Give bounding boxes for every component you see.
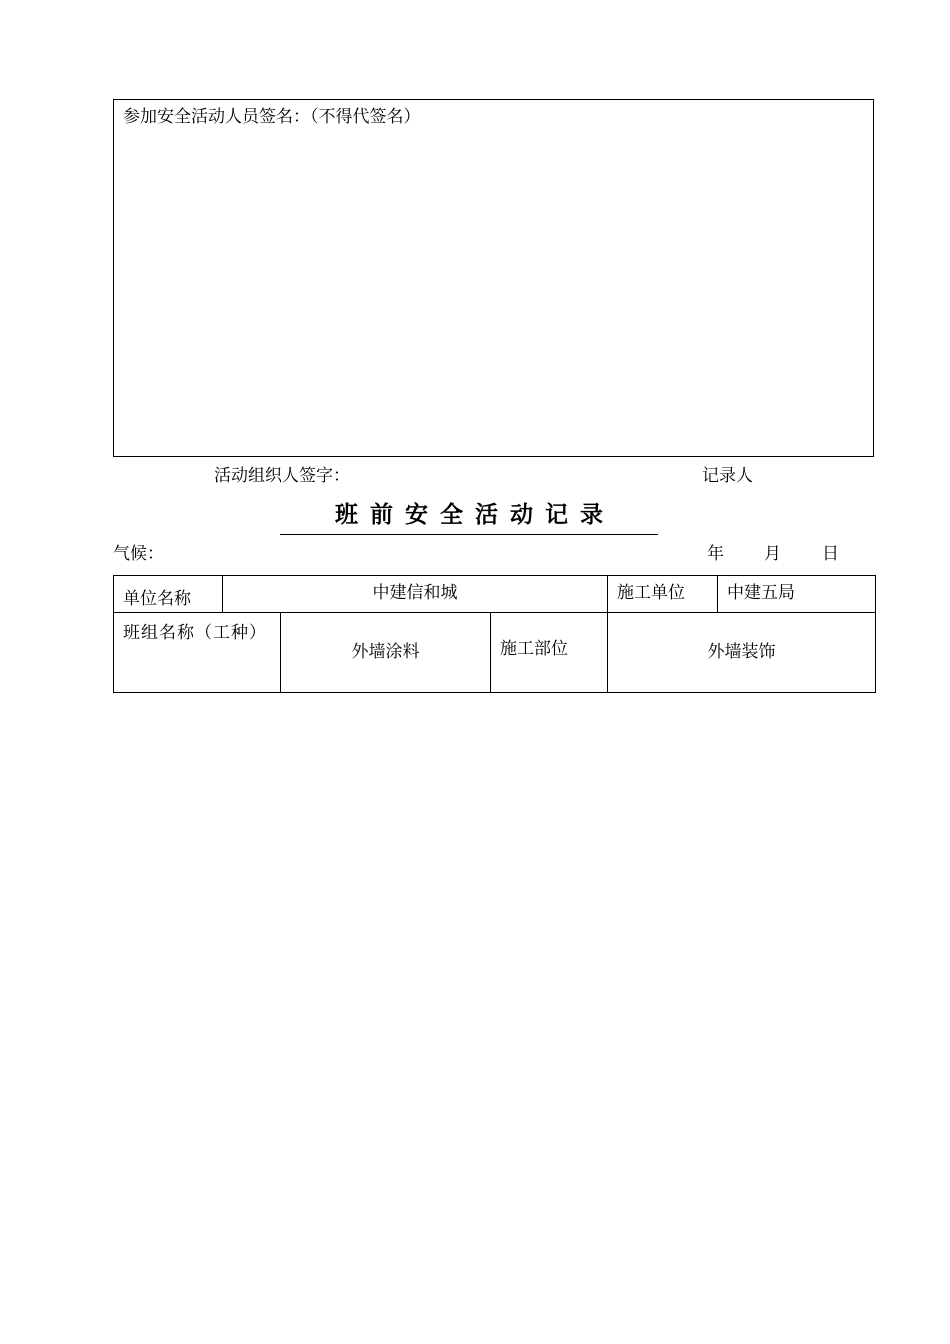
team-value: 外墙涂料	[351, 642, 420, 662]
team-label: 班组名称（工种）	[123, 623, 267, 643]
team-value-cell	[280, 612, 491, 693]
work-part-label: 施工部位	[500, 639, 568, 659]
record-title	[280, 494, 658, 535]
recorder-label: 记录人	[702, 466, 753, 486]
contractor-label-cell	[607, 575, 718, 613]
date-month-label: 月	[764, 544, 781, 564]
unit-name-label: 单位名称	[123, 589, 191, 609]
organizer-signature-label: 活动组织人签字：	[214, 466, 350, 486]
contractor-value-cell	[717, 575, 876, 613]
signature-label: 参加安全活动人员签名：（不得代签名）	[123, 107, 421, 127]
record-title-text: 班前安全活动记录	[335, 502, 615, 528]
record-table	[113, 575, 876, 693]
date-day-label: 日	[822, 544, 839, 564]
unit-name-value: 中建信和城	[372, 583, 458, 603]
unit-name-value-cell	[222, 575, 608, 613]
contractor-label: 施工单位	[617, 583, 685, 603]
date-year-label: 年	[707, 544, 724, 564]
weather-label: 气候：	[113, 544, 164, 564]
contractor-value: 中建五局	[727, 583, 795, 603]
signature-box	[113, 99, 874, 457]
work-part-label-cell	[490, 612, 608, 693]
unit-name-label-cell	[113, 575, 223, 613]
work-part-value: 外墙装饰	[707, 642, 776, 662]
work-part-value-cell	[607, 612, 876, 693]
team-label-cell	[113, 612, 281, 693]
